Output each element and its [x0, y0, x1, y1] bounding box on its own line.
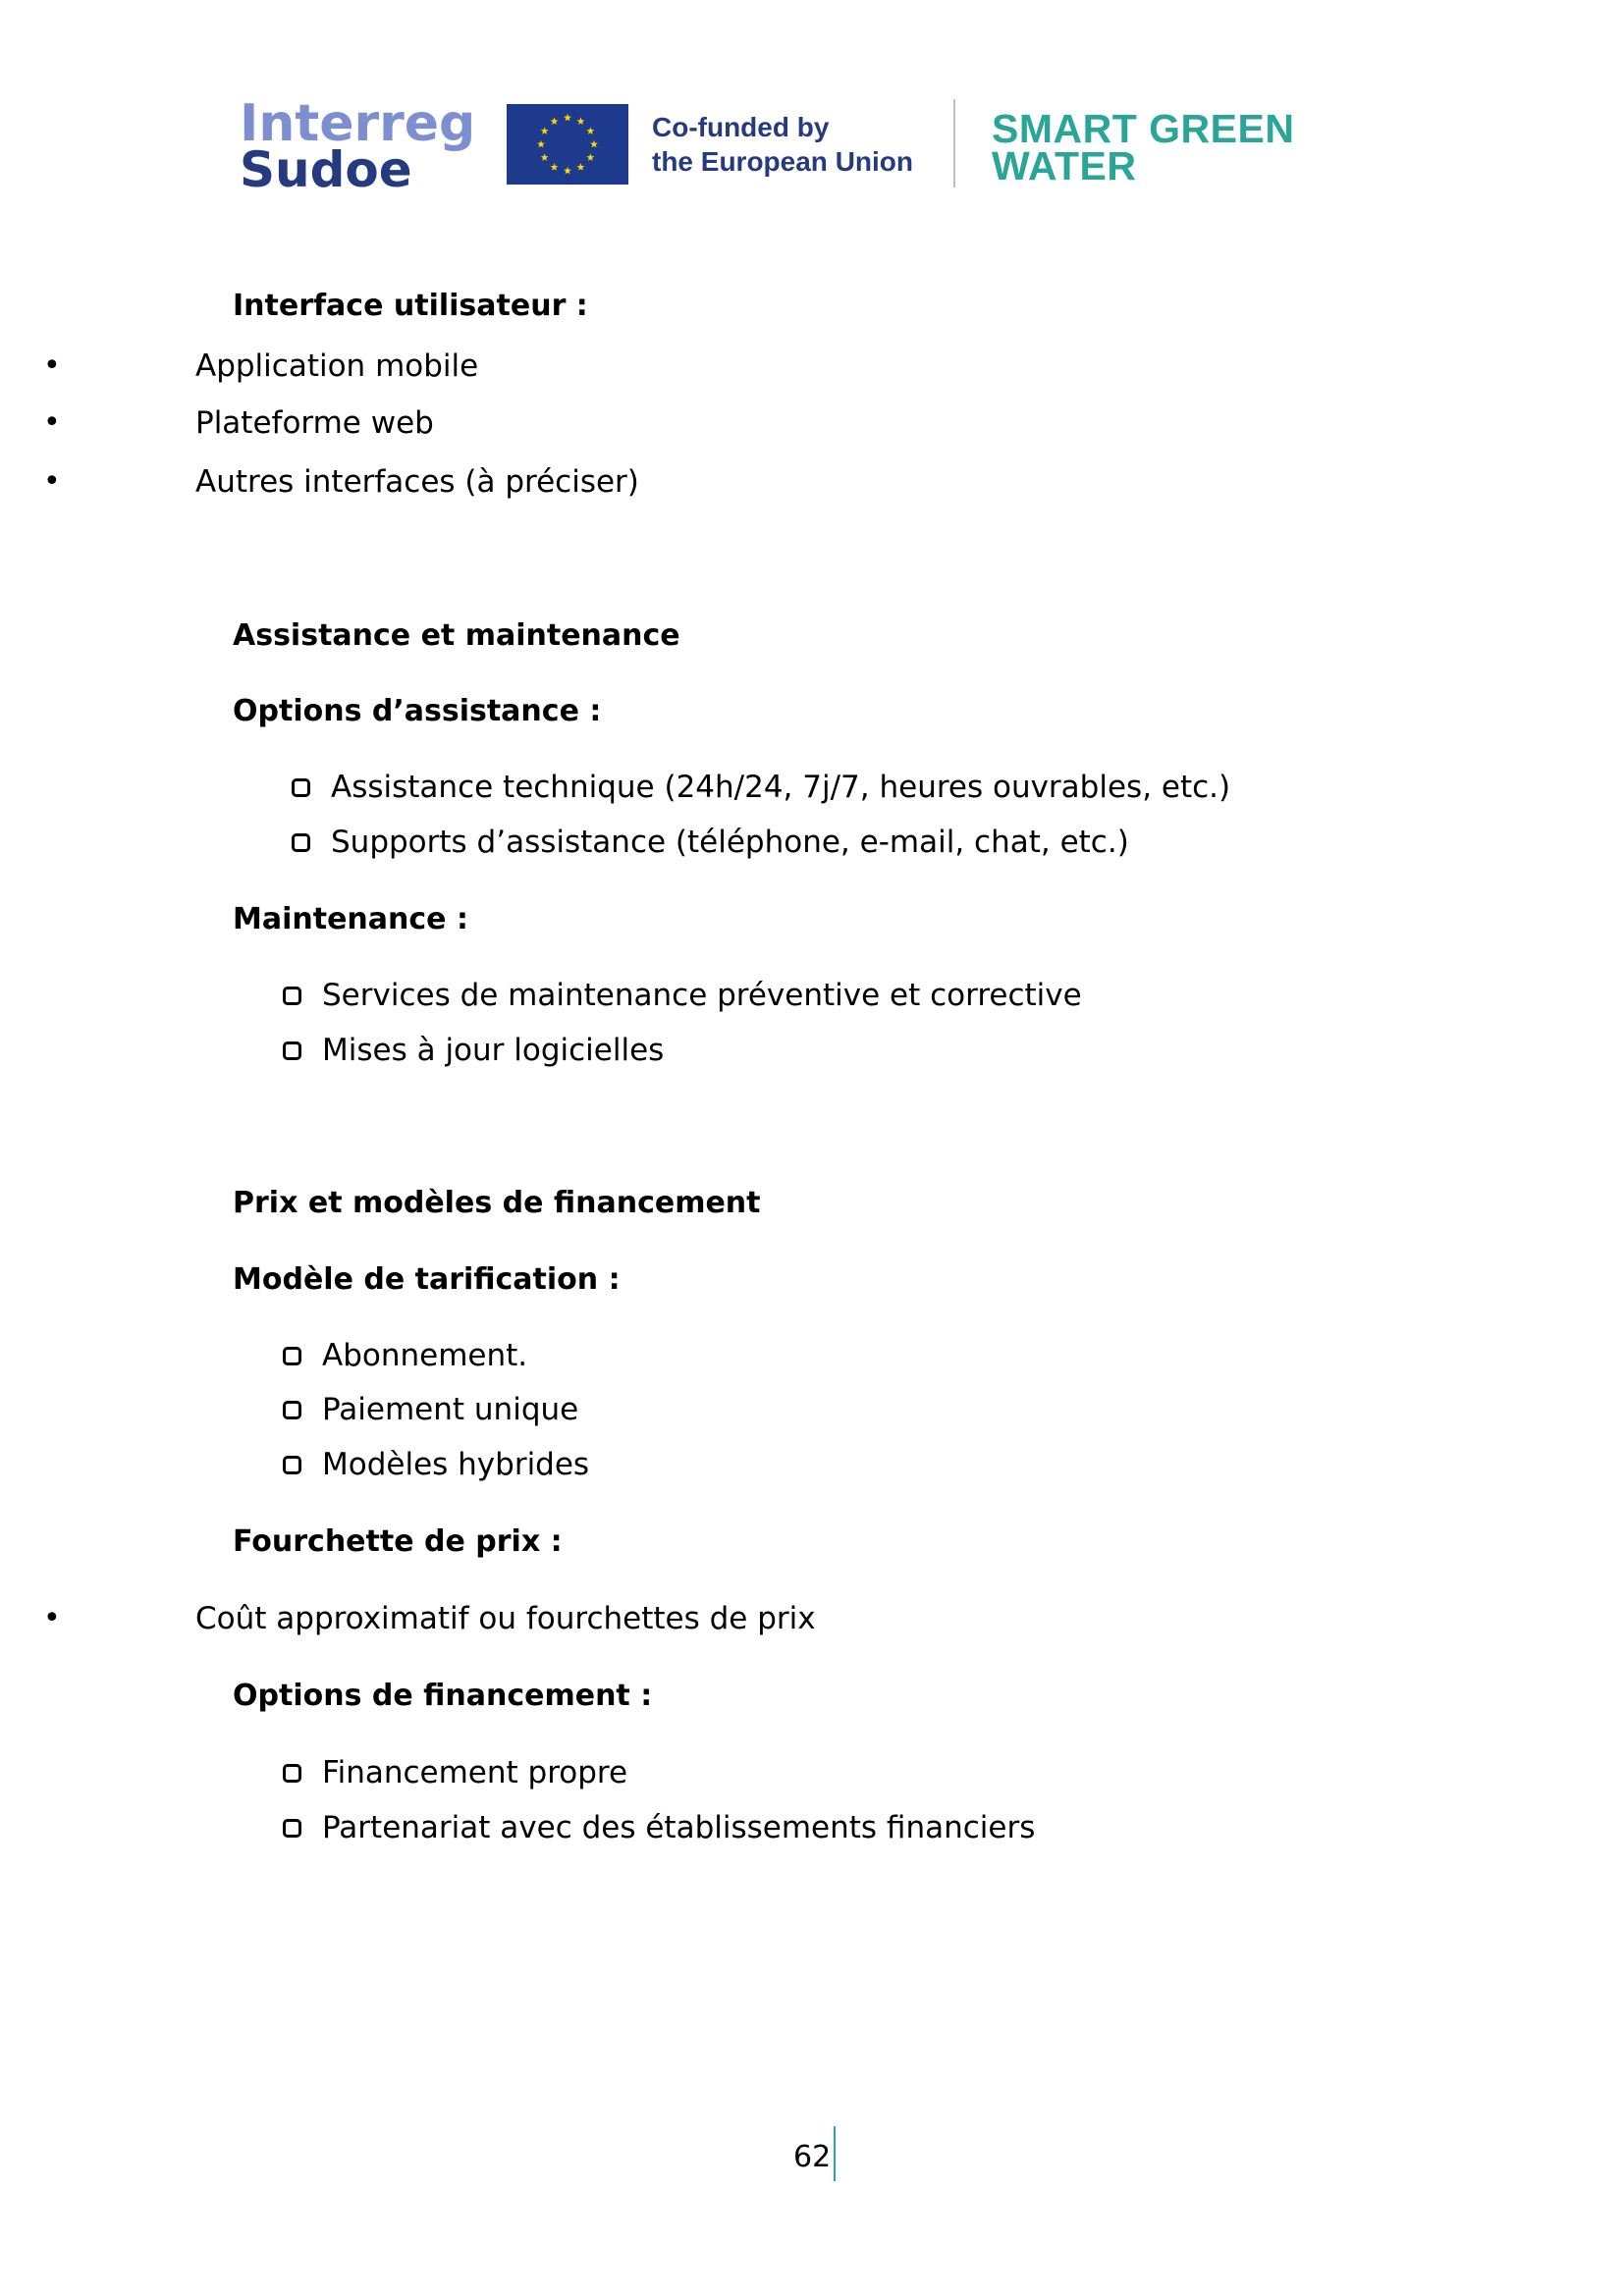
checkbox-icon[interactable]	[283, 1041, 301, 1060]
eu-star-icon	[541, 127, 549, 134]
project-name-line-1: SMART GREEN	[992, 106, 1295, 151]
checkbox-item[interactable]	[292, 825, 1129, 860]
cofunded-text	[652, 110, 913, 179]
list-item: Application mobile	[195, 348, 479, 384]
cofunded-line-1: Co-funded by	[652, 112, 830, 142]
project-name-line-2: WATER	[992, 143, 1137, 188]
assistance-heading: Assistance et maintenance	[233, 618, 680, 653]
interface-heading: Interface utilisateur :	[233, 289, 588, 323]
checkbox-icon[interactable]	[283, 1764, 301, 1783]
checkbox-icon[interactable]	[283, 1456, 301, 1474]
checkbox-icon[interactable]	[283, 1819, 301, 1838]
page-number: 62	[793, 2140, 832, 2174]
list-item: Autres interfaces (à préciser)	[195, 464, 639, 500]
checkbox-label: Assistance technique (24h/24, 7j/7, heures ouvrables, etc.)	[331, 770, 1231, 805]
logo-interreg-text: Interreg	[240, 94, 476, 153]
checkbox-label: Abonnement.	[322, 1338, 528, 1373]
eu-star-icon	[586, 153, 594, 161]
checkbox-label: Partenariat avec des établissements financiers	[322, 1810, 1036, 1845]
checkbox-item[interactable]	[283, 1033, 664, 1068]
eu-star-icon	[551, 163, 559, 171]
checkbox-icon[interactable]	[283, 1347, 301, 1365]
eu-star-icon	[564, 114, 571, 122]
cofunded-line-2: the European Union	[652, 146, 913, 177]
eu-star-icon	[541, 153, 549, 161]
financing-heading: Options de financement :	[233, 1679, 653, 1713]
eu-star-icon	[551, 117, 559, 125]
logo-sudoe-text: Sudoe	[240, 141, 412, 198]
pricing-heading: Prix et modèles de financement	[233, 1186, 761, 1220]
checkbox-label: Mises à jour logicielles	[322, 1033, 665, 1068]
eu-star-icon	[590, 140, 598, 148]
checkbox-item[interactable]	[283, 1810, 1035, 1845]
checkbox-icon[interactable]	[292, 833, 310, 852]
pricing-model-heading: Modèle de tarification :	[233, 1262, 621, 1297]
checkbox-item[interactable]	[283, 1755, 627, 1790]
list-item: Plateforme web	[195, 405, 434, 441]
checkbox-icon[interactable]	[283, 1401, 301, 1419]
checkbox-icon[interactable]	[292, 778, 310, 797]
checkbox-label: Supports d’assistance (téléphone, e-mail, chat, etc.)	[331, 825, 1129, 860]
page-number-bar	[834, 2126, 836, 2181]
eu-star-icon	[564, 167, 571, 175]
checkbox-item[interactable]	[283, 978, 1082, 1013]
checkbox-label: Modèles hybrides	[322, 1447, 590, 1482]
bullet-icon: •	[43, 348, 61, 383]
eu-flag-icon	[507, 104, 628, 185]
checkbox-label: Financement propre	[322, 1755, 628, 1790]
smart-green-water-logo	[992, 106, 1295, 188]
maintenance-heading: Maintenance :	[233, 902, 468, 936]
price-range-heading: Fourchette de prix :	[233, 1524, 563, 1559]
bullet-icon: •	[43, 1601, 61, 1635]
checkbox-item[interactable]	[283, 1338, 527, 1373]
header-divider	[953, 99, 955, 187]
checkbox-label: Paiement unique	[322, 1392, 579, 1427]
checkbox-item[interactable]	[283, 1392, 578, 1427]
bullet-icon: •	[43, 464, 61, 499]
checkbox-label: Services de maintenance préventive et corrective	[322, 978, 1082, 1013]
list-item: Coût approximatif ou fourchettes de prix	[195, 1601, 816, 1636]
assistance-options-heading: Options d’assistance :	[233, 694, 602, 728]
eu-star-icon	[577, 163, 585, 171]
checkbox-item[interactable]	[292, 770, 1230, 805]
eu-star-icon	[586, 127, 594, 134]
checkbox-item[interactable]	[283, 1447, 589, 1482]
eu-star-icon	[577, 117, 585, 125]
eu-star-icon	[537, 140, 545, 148]
checkbox-icon[interactable]	[283, 987, 301, 1005]
interreg-sudoe-logo	[240, 94, 476, 198]
bullet-icon: •	[43, 405, 61, 440]
